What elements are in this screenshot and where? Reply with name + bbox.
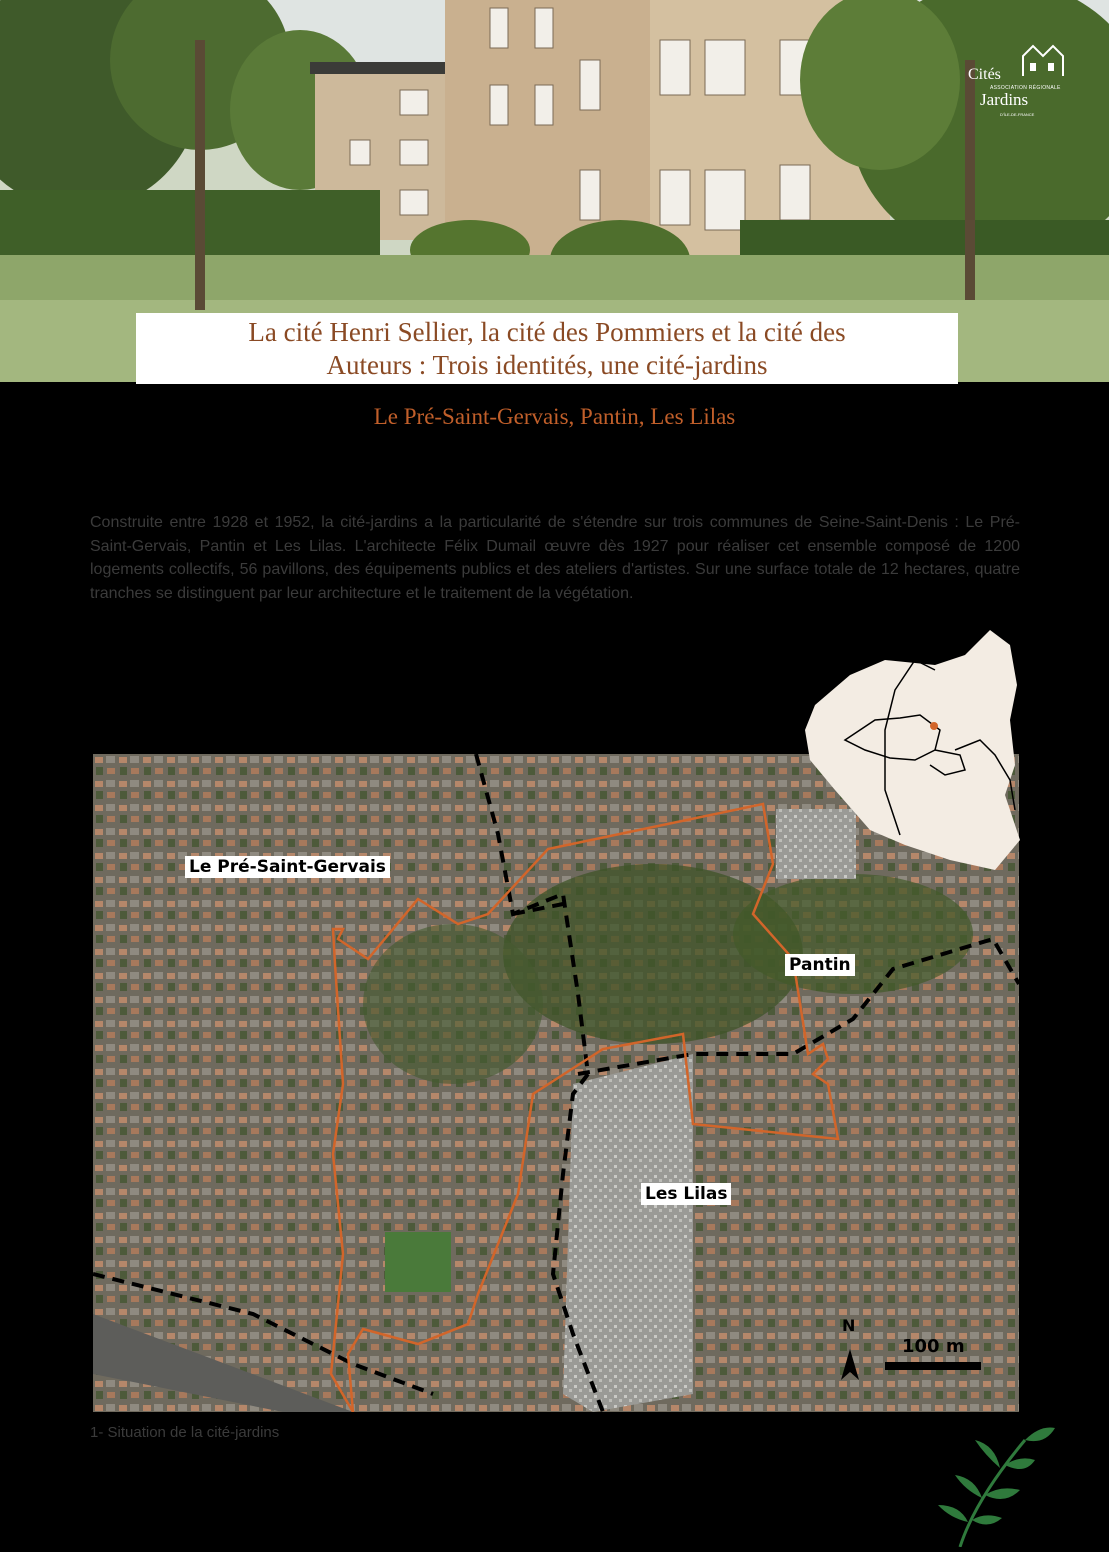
branch-decoration-icon	[930, 1420, 1060, 1547]
page-title-line-1: La cité Henri Sellier, la cité des Pommiers et la cité des	[248, 317, 846, 347]
intro-paragraph: Construite entre 1928 et 1952, la cité-jardins a la particularité de s'étendre sur trois communes de Seine-Saint-Denis : Le Pré-Saint-Gervais, Pantin et Les Lilas. L'architecte Félix Dumail œuvre dès 1927 pour réaliser cet ensemble composé de 1200 logements collectifs, 56 pavillons, des équipements publics et des ateliers d'artistes. Sur une surface totale de 12 hectares, quatre tranches se distinguent par leur architecture et le traitement de la végétation.	[90, 514, 1020, 602]
map-caption: 1- Situation de la cité-jardins	[90, 1424, 280, 1441]
scale-label: 100 m	[902, 1336, 965, 1357]
logo-text-jardins: Jardins	[980, 90, 1029, 109]
logo-small-text-2: D'ÎLE-DE-FRANCE	[1000, 112, 1035, 117]
logo-small-text: ASSOCIATION RÉGIONALE	[990, 85, 1061, 91]
north-label: N	[842, 1316, 856, 1335]
title-box	[136, 313, 958, 384]
map-label-pantin: Pantin	[785, 954, 855, 976]
map-label-pre-saint-gervais: Le Pré-Saint-Gervais	[185, 856, 390, 878]
cites-jardins-logo	[960, 38, 1080, 128]
location-inset-map	[805, 630, 1020, 870]
logo-text-cites: Cités	[968, 66, 1001, 83]
page-subtitle: Le Pré-Saint-Gervais, Pantin, Les Lilas	[373, 404, 736, 429]
page-title-line-2: Auteurs : Trois identités, une cité-jardins	[326, 350, 768, 380]
house-icon	[1018, 38, 1068, 78]
map-label-les-lilas: Les Lilas	[641, 1183, 731, 1205]
